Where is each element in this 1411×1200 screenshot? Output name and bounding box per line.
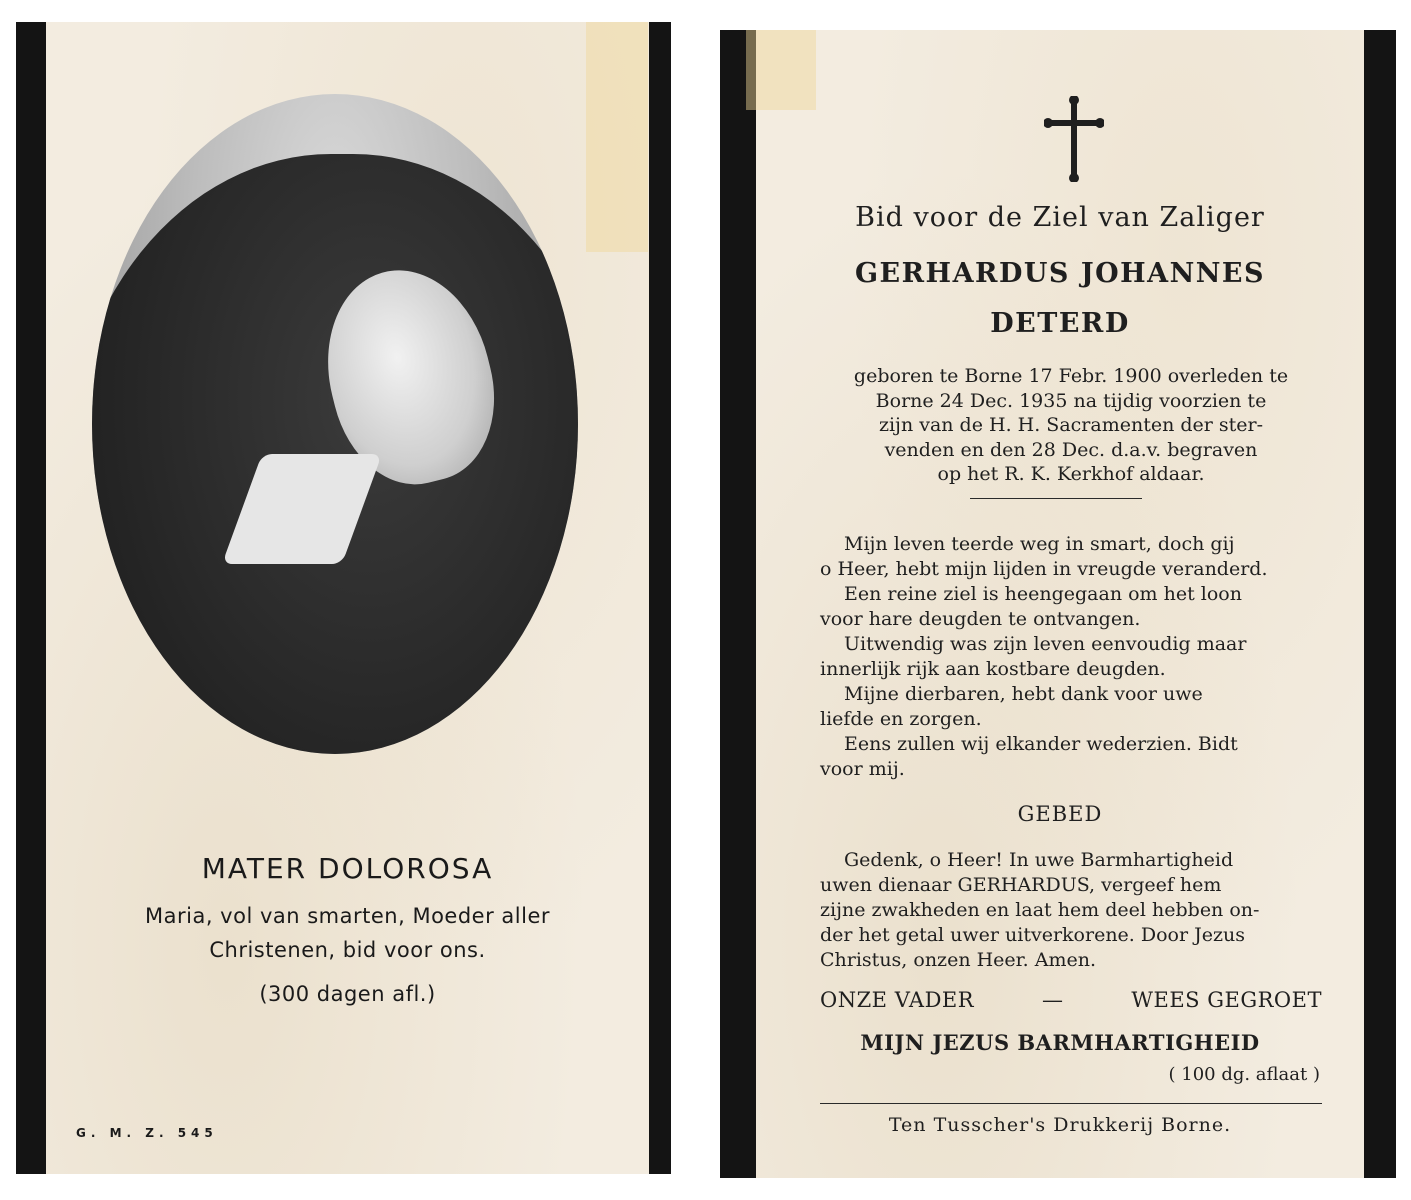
tape-strip xyxy=(586,22,648,252)
mater-prayer-line: Maria, vol van smarten, Moeder aller xyxy=(145,904,550,928)
poem-line: Mijne dierbaren, hebt dank voor uwe xyxy=(844,683,1203,705)
poem-line: Een reine ziel is heengegaan om het loon xyxy=(844,583,1242,605)
prayer-line: zijne zwakheden en laat hem deel hebben on- xyxy=(820,899,1260,921)
poem-line: Eens zullen wij elkander wederzien. Bidt xyxy=(844,733,1238,755)
poem-line: Uitwendig was zijn leven eenvoudig maar xyxy=(844,633,1247,655)
wees-gegroet: WEES GEGROET xyxy=(1131,988,1322,1012)
tape-strip xyxy=(746,30,816,110)
ejaculation-prayer: MIJN JEZUS BARMHARTIGHEID xyxy=(860,1030,1260,1055)
bio-line: venden en den 28 Dec. d.a.v. begraven xyxy=(884,438,1258,461)
memorial-text-card xyxy=(720,30,1396,1178)
poem-line: Mijn leven teerde weg in smart, doch gij xyxy=(844,533,1235,555)
mater-prayer-line: Christenen, bid voor ons. xyxy=(209,938,486,962)
bio-line: geboren te Borne 17 Febr. 1900 overleden te xyxy=(853,365,1289,387)
madonna-portrait xyxy=(92,94,578,754)
mater-dolorosa-card xyxy=(16,22,671,1174)
prayers-list xyxy=(820,988,1322,1012)
poem-line: voor hare deugden te ontvangen. xyxy=(820,608,1141,630)
indulgence-note: (300 dagen afl.) xyxy=(259,982,436,1006)
deceased-name: GERHARDUS JOHANNES xyxy=(854,258,1266,289)
memorial-poem xyxy=(820,532,1322,782)
cross-icon xyxy=(1044,96,1104,182)
prayer-text xyxy=(820,848,1322,973)
divider xyxy=(970,498,1142,499)
onze-vader: ONZE VADER xyxy=(820,988,975,1012)
prayer-line: Christus, onzen Heer. Amen. xyxy=(820,949,1096,971)
poem-line: innerlijk rijk aan kostbare deugden. xyxy=(820,658,1166,680)
prayer-line: uwen dienaar GERHARDUS, vergeef hem xyxy=(820,874,1222,896)
prayer-line: Gedenk, o Heer! In uwe Barmhartigheid xyxy=(844,849,1234,871)
prayer-line: der het getal uwer uitverkorene. Door Jezus xyxy=(820,924,1245,946)
prayer-heading: GEBED xyxy=(1017,802,1103,826)
poem-line: liefde en zorgen. xyxy=(820,708,982,730)
printer-code: G. M. Z. 545 xyxy=(76,1126,218,1140)
biography xyxy=(820,364,1322,487)
poem-line: voor mij. xyxy=(820,758,905,780)
intro-line: Bid voor de Ziel van Zaliger xyxy=(855,202,1265,233)
bio-line: zijn van de H. H. Sacramenten der ster- xyxy=(878,414,1264,436)
poem-line: o Heer, hebt mijn lijden in vreugde veranderd. xyxy=(820,558,1268,580)
dash: — xyxy=(1042,988,1064,1012)
deceased-surname: DETERD xyxy=(990,308,1130,339)
divider xyxy=(820,1103,1322,1104)
bio-line: op het R. K. Kerkhof aldaar. xyxy=(937,463,1205,485)
mater-title: MATER DOLOROSA xyxy=(201,852,494,885)
indulgence-note: ( 100 dg. aflaat ) xyxy=(1168,1064,1320,1085)
printer-credit: Ten Tusscher's Drukkerij Borne. xyxy=(888,1114,1232,1136)
bio-line: Borne 24 Dec. 1935 na tijdig voorzien te xyxy=(875,389,1267,412)
